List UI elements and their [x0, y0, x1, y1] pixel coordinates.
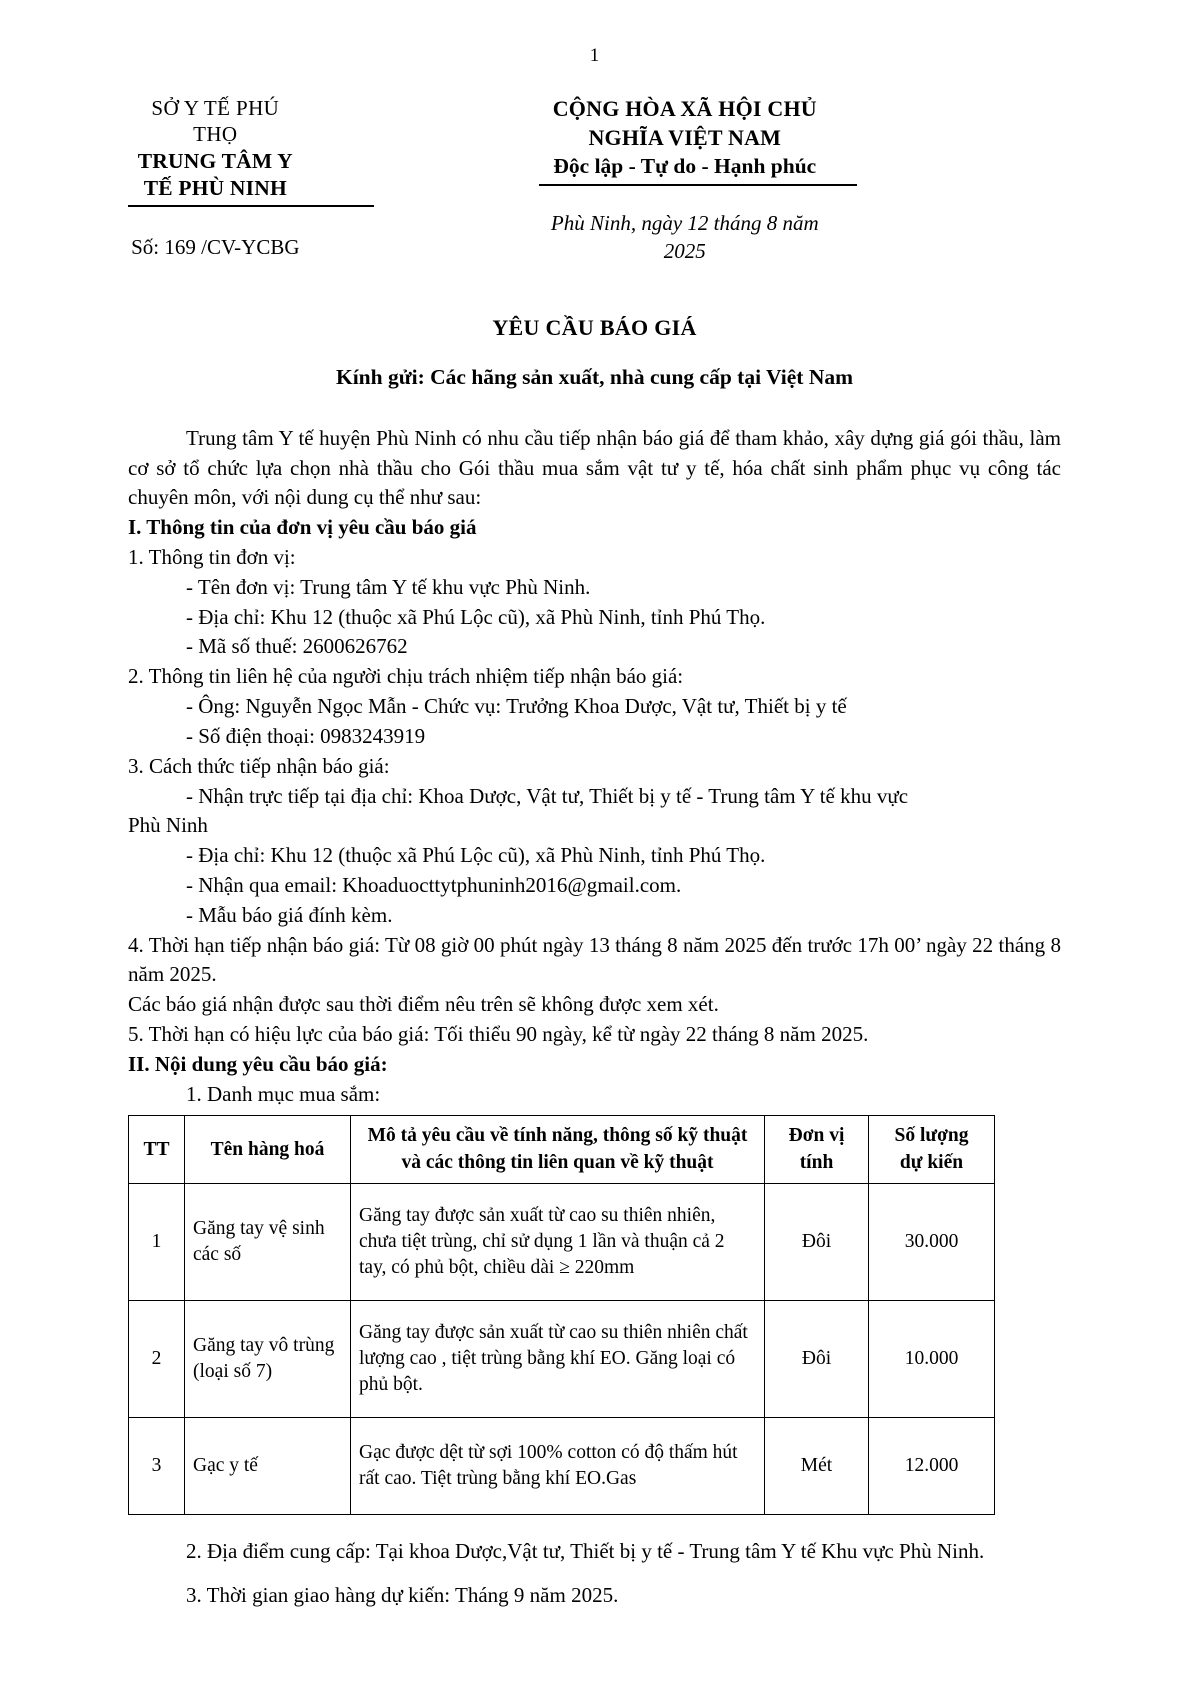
section-1-item-2-label: 2. Thông tin liên hệ của người chịu trách nhiệm tiếp nhận báo giá: — [128, 664, 684, 689]
row-3-tt: 3 — [129, 1417, 185, 1514]
header-right-rule — [539, 184, 857, 186]
goods-table — [128, 1115, 995, 1514]
section-1-item-4: 4. Thời hạn tiếp nhận báo giá: Từ 08 giờ 00 phút ngày 13 tháng 8 năm 2025 đến trước 17h 00’ ngày 22 tháng 8 năm 2025. — [128, 932, 1061, 987]
row-1-name: Găng tay vệ sinh các số — [185, 1183, 351, 1300]
issuing-org-name: TRUNG TÂM Y TẾ PHÙ NINH — [137, 148, 293, 201]
row-1-tt: 1 — [129, 1183, 185, 1300]
quote-form-attached-line: - Mẫu báo giá đính kèm. — [186, 902, 393, 927]
row-3-name: Gạc y tế — [185, 1417, 351, 1514]
unit-address-line: - Địa chỉ: Khu 12 (thuộc xã Phú Lộc cũ), xã Phù Ninh, tỉnh Phú Thọ. — [186, 604, 766, 629]
header-left-block — [128, 95, 539, 262]
receive-email-line: - Nhận qua email: Khoaduocttytphuninh2016@gmail.com. — [186, 872, 682, 897]
row-1-unit: Đôi — [765, 1183, 869, 1300]
column-header-quantity-line-2: dự kiến — [899, 1151, 964, 1173]
nation-title: CỘNG HÒA XÃ HỘI CHỦ NGHĨA VIỆT NAM — [552, 96, 817, 150]
contact-phone-line: - Số điện thoại: 0983243919 — [186, 723, 426, 748]
place-and-date: Phù Ninh, ngày 12 tháng 8 năm 2025 — [550, 211, 819, 263]
unit-name-line: - Tên đơn vị: Trung tâm Y tế khu vực Phù Ninh. — [186, 574, 591, 599]
contact-person-line: - Ông: Nguyễn Ngọc Mẫn - Chức vụ: Trưởng Khoa Dược, Vật tư, Thiết bị y tế — [186, 694, 847, 719]
section-2-heading: II. Nội dung yêu cầu báo giá: — [128, 1051, 388, 1076]
column-header-unit-line-2: tính — [799, 1151, 834, 1173]
column-header-quantity — [869, 1116, 995, 1183]
table-header-row — [129, 1116, 995, 1183]
section-2-item-1-label: 1. Danh mục mua sắm: — [186, 1081, 381, 1106]
section-2-closing — [128, 1537, 1061, 1611]
row-3-description: Gạc được dệt từ sợi 100% cotton có độ thấm hút rất cao. Tiệt trùng bằng khí EO.Gas — [351, 1417, 765, 1514]
section-1-item-5: 5. Thời hạn có hiệu lực của báo giá: Tối thiểu 90 ngày, kể từ ngày 22 tháng 8 năm 2025. — [128, 1022, 869, 1047]
section-2-item-3: 3. Thời gian giao hàng dự kiến: Tháng 9 năm 2025. — [186, 1582, 619, 1607]
column-header-unit — [765, 1116, 869, 1183]
page-number: 1 — [589, 45, 600, 66]
supervising-org-name: SỞ Y TẾ PHÚ THỌ — [151, 96, 280, 147]
recipient-line: Kính gửi: Các hãng sản xuất, nhà cung cấp tại Việt Nam — [335, 364, 854, 389]
unit-tax-code-line: - Mã số thuế: 2600626762 — [186, 634, 408, 659]
row-2-quantity: 10.000 — [869, 1300, 995, 1417]
row-2-unit: Đôi — [765, 1300, 869, 1417]
column-header-unit-line-1: Đơn vị — [788, 1125, 845, 1147]
receive-in-person-line-cont: Phù Ninh — [128, 813, 208, 838]
row-3-unit: Mét — [765, 1417, 869, 1514]
row-2-tt: 2 — [129, 1300, 185, 1417]
table-row — [129, 1300, 995, 1417]
table-row — [129, 1183, 995, 1300]
document-title: YÊU CẦU BÁO GIÁ — [492, 314, 697, 340]
column-header-description — [351, 1116, 765, 1183]
receive-in-person-line: - Nhận trực tiếp tại địa chỉ: Khoa Dược, Vật tư, Thiết bị y tế - Trung tâm Y tế khu vực — [186, 783, 909, 808]
national-motto: Độc lập - Tự do - Hạnh phúc — [553, 154, 817, 179]
table-row — [129, 1417, 995, 1514]
section-2-item-2: 2. Địa điểm cung cấp: Tại khoa Dược,Vật tư, Thiết bị y tế - Trung tâm Y tế Khu vực Phù Ninh. — [186, 1538, 985, 1563]
intro-paragraph: Trung tâm Y tế huyện Phù Ninh có nhu cầu tiếp nhận báo giá để tham khảo, xây dựng giá gói thầu, làm cơ sở tổ chức lựa chọn nhà thầu cho Gói thầu mua sắm vật tư y tế, hóa chất sinh phẩm phục vụ công tác chuyên môn, với nội dung cụ thể như sau: — [128, 425, 1061, 510]
row-1-quantity: 30.000 — [869, 1183, 995, 1300]
row-2-description: Găng tay được sản xuất từ cao su thiên nhiên chất lượng cao , tiệt trùng bằng khí EO. Găng loại có phủ bột. — [351, 1300, 765, 1417]
header-left-rule — [128, 205, 374, 207]
section-1-item-3-label: 3. Cách thức tiếp nhận báo giá: — [128, 753, 390, 778]
column-header-description-line-2: và các thông tin liên quan về kỹ thuật — [401, 1151, 714, 1173]
section-1-item-4-note: Các báo giá nhận được sau thời điểm nêu trên sẽ không được xem xét. — [128, 992, 719, 1017]
column-header-description-line-1: Mô tả yêu cầu về tính năng, thông số kỹ thuật — [367, 1125, 748, 1147]
receive-address-line: - Địa chỉ: Khu 12 (thuộc xã Phú Lộc cũ), xã Phù Ninh, tỉnh Phú Thọ. — [186, 843, 766, 868]
row-1-description: Găng tay được sản xuất từ cao su thiên nhiên, chưa tiệt trùng, chỉ sử dụng 1 lần và thuận cả 2 tay, có phủ bột, chiều dài ≥ 220mm — [351, 1183, 765, 1300]
document-number: Số: 169 /CV-YCBG — [131, 235, 300, 260]
header-right-block — [539, 95, 1061, 265]
column-header-tt: TT — [129, 1116, 185, 1183]
document-header — [128, 95, 1061, 265]
row-2-name: Găng tay vô trùng (loại số 7) — [185, 1300, 351, 1417]
column-header-name: Tên hàng hoá — [185, 1116, 351, 1183]
document-body — [128, 424, 1061, 1110]
row-3-quantity: 12.000 — [869, 1417, 995, 1514]
column-header-quantity-line-1: Số lượng — [894, 1125, 969, 1147]
section-1-heading: I. Thông tin của đơn vị yêu cầu báo giá — [128, 515, 477, 540]
section-1-item-1-label: 1. Thông tin đơn vị: — [128, 545, 296, 570]
